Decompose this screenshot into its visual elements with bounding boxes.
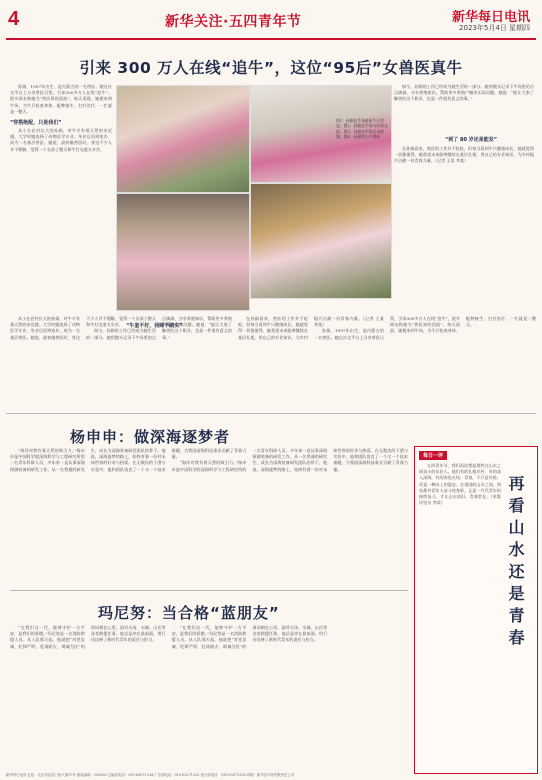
article1-column-right-bottom: [394, 146, 534, 306]
photo-4: [250, 183, 392, 299]
article3-title: 玛尼努：当合格“蓝朋友”: [98, 604, 280, 622]
commentary-body: [419, 463, 501, 767]
article1-col1-text: 孙娟，1997年出生，是内蒙古的一名兽医。她在社交平台上分享兽医日常，引来300多万人在线“追牛”，很多网友称她为“兽医界的顶流”。每天清晨，她便来到牛场，为牛只检查身体、配种接生、打针治疗，一忙就是一整天。: [10, 84, 112, 114]
article1-subhead-3: “牛羞不好，我睡不踏实”: [126, 323, 183, 329]
article1-subhead-1: “穿搭绝配，只是我们”: [10, 120, 62, 127]
issue-date: 2023年5月4日 星期四: [459, 24, 530, 32]
commentary-title: 再看山水还是青春: [506, 475, 525, 651]
article1-lower-text-d: 孙娟，1997年出生，是内蒙古的一名兽医。她在社交平台上分享兽医日常，引来300多万人在线“追牛”，很多网友称她为“兽医界的顶流”。每天清晨，她便来到牛场，为牛只检查身体、配种接生、打针治疗，一忙就是一整天。: [314, 316, 536, 340]
article3-body: [10, 625, 408, 765]
page-header: [0, 0, 542, 38]
article2-text-a: “海洋对我有着天然的吸引力。”杨申申是中国科学院深海科学与工程研究所的一名青年科研人员，多年来一直从事深海探测装备的研发工作。从一名普通的研究生，成长为深海装备研发团队的骨干，他说，深海逐梦的路上，始终有着一份对未知世界的好奇与热爱。在无数次的下潜与实验中，他和团队攻克了一个又一个技术难题，为我国深海科技事业贡献了青春力量。: [10, 448, 247, 472]
header-rule: [6, 38, 536, 40]
article2-body: [10, 448, 408, 578]
article1-lower-text-a: 从小在农村长大的孙娟，对牛羊有着天然的亲近感。大学时她选择了动物医学专业，毕业后回到家乡，成为一名基层兽医。她说，最初做兽医时，身边不少人并不理解，觉得一个女孩子整天和牛打交道太辛苦。: [10, 316, 156, 340]
page-section-title: 新华关注·五四青年节: [165, 14, 302, 30]
commentary-label: 每日一评: [419, 451, 447, 460]
photo-3: [116, 193, 250, 311]
article1-column-1: [10, 84, 112, 314]
article1-lower-columns: [10, 316, 536, 408]
article1-lower-text-c: 在孙娟看来，兽医的工作并不轻松，但每当看到牛只健康成长，她就觉得一切都值得。她希望未来能够继续在基层扎根，用自己的专业知识，为乡村振兴贡献一份青春力量。（记者 王某 李某）: [238, 316, 384, 340]
article1-col3-text: 如今，孙娟的工作已经成为她生活的一部分。她用镜头记录下牛场里的点点滴滴，分享养殖知识，帮助更多养殖户解决实际问题。她说：“能让大家了解兽医这个职业，也是一件很有意义的事。”: [394, 84, 534, 102]
commentary-column: [414, 446, 538, 774]
article2-title: 杨申申：做深海逐梦者: [70, 428, 231, 446]
section-divider-1: [6, 413, 536, 414]
photo-1: [116, 85, 250, 193]
article3-text-a: “在我们这一代，能够守护一方平安，是我们的骄傲。”玛尼努是一名消防救援人员。从入队那天起，他就把“对党忠诚、纪律严明、赴汤蹈火、竭诚为民”的训词刻在心里。面对火场、水域、山岳等各类救援任务，他总是冲在最前面，用行动诠释了新时代青年的责任与担当。: [10, 625, 166, 649]
article2-text-b: “海洋对我有着天然的吸引力。”杨申申是中国科学院深海科学与工程研究所的一名青年科研人员，多年来一直从事深海探测装备的研发工作。从一名普通的研究生，成长为深海装备研发团队的骨干，他说，深海逐梦的路上，始终有着一份对未知世界的好奇与热爱。在无数次的下潜与实验中，他和团队攻克了一个又一个技术难题，为我国深海科技事业贡献了青春力量。: [171, 448, 408, 472]
photo-caption: 图1：孙娟在牛场查看牛只状态；图2：孙娟在牛场与同事交流；图3：孙娟在牛场记录视频；图4：孙娟给小牛喂奶: [336, 118, 388, 140]
article1-col4-text: 在孙娟看来，兽医的工作并不轻松，但每当看到牛只健康成长，她就觉得一切都值得。她希望未来能够继续在基层扎根，用自己的专业知识，为乡村振兴贡献一份青春力量。（记者 王某 李某）: [394, 146, 534, 164]
article1-lower-text-b: 如今，孙娟的工作已经成为她生活的一部分。她用镜头记录下牛场里的点点滴滴，分享养殖知识，帮助更多养殖户解决实际问题。她说：“能让大家了解兽医这个职业，也是一件很有意义的事。”: [86, 316, 232, 340]
article1-subhead-2: “到了 80 岁还是能发”: [445, 137, 498, 143]
page-number: 4: [8, 8, 20, 30]
section-divider-2: [10, 590, 408, 591]
article1-headline: 引来 300 万人在线“追牛”，这位“95后”女兽医真牛: [79, 59, 463, 77]
article3-text-b: “在我们这一代，能够守护一方平安，是我们的骄傲。”玛尼努是一名消防救援人员。从入队那天起，他就把“对党忠诚、纪律严明、赴汤蹈火、竭诚为民”的训词刻在心里。面对火场、水域、山岳等各类救援任务，他总是冲在最前面，用行动诠释了新时代青年的责任与担当。: [171, 625, 328, 649]
page-footer: 新华每日电讯 社址：北京市宣武门西大街57号 邮政编码：100803 总编室电话：010-63071234 广告部电话：010-63071235 发行部电话：010-63071236 印刷：新华社印务有限责任公司: [6, 773, 295, 777]
article1-col2-text: 从小在农村长大的孙娟，对牛羊有着天然的亲近感。大学时她选择了动物医学专业，毕业后回到家乡，成为一名基层兽医。她说，最初做兽医时，身边不少人并不理解，觉得一个女孩子整天和牛打交道太辛苦。: [10, 128, 112, 152]
commentary-text: 五四青年节，我们再次想起那些在山水之间奋斗的年轻人。他们有的扎根乡村，有的深入深海，有的奔赴火场。青春，不只是年龄，更是一种向上的姿态。在祖国的山水之间，到处都有青年人奋斗的身影。正是一代代青年的接续奋斗，才让山水依旧，青春常在。（本版评论员 李某）: [419, 463, 501, 506]
newspaper-brand: 新华每日电讯: [451, 10, 530, 25]
